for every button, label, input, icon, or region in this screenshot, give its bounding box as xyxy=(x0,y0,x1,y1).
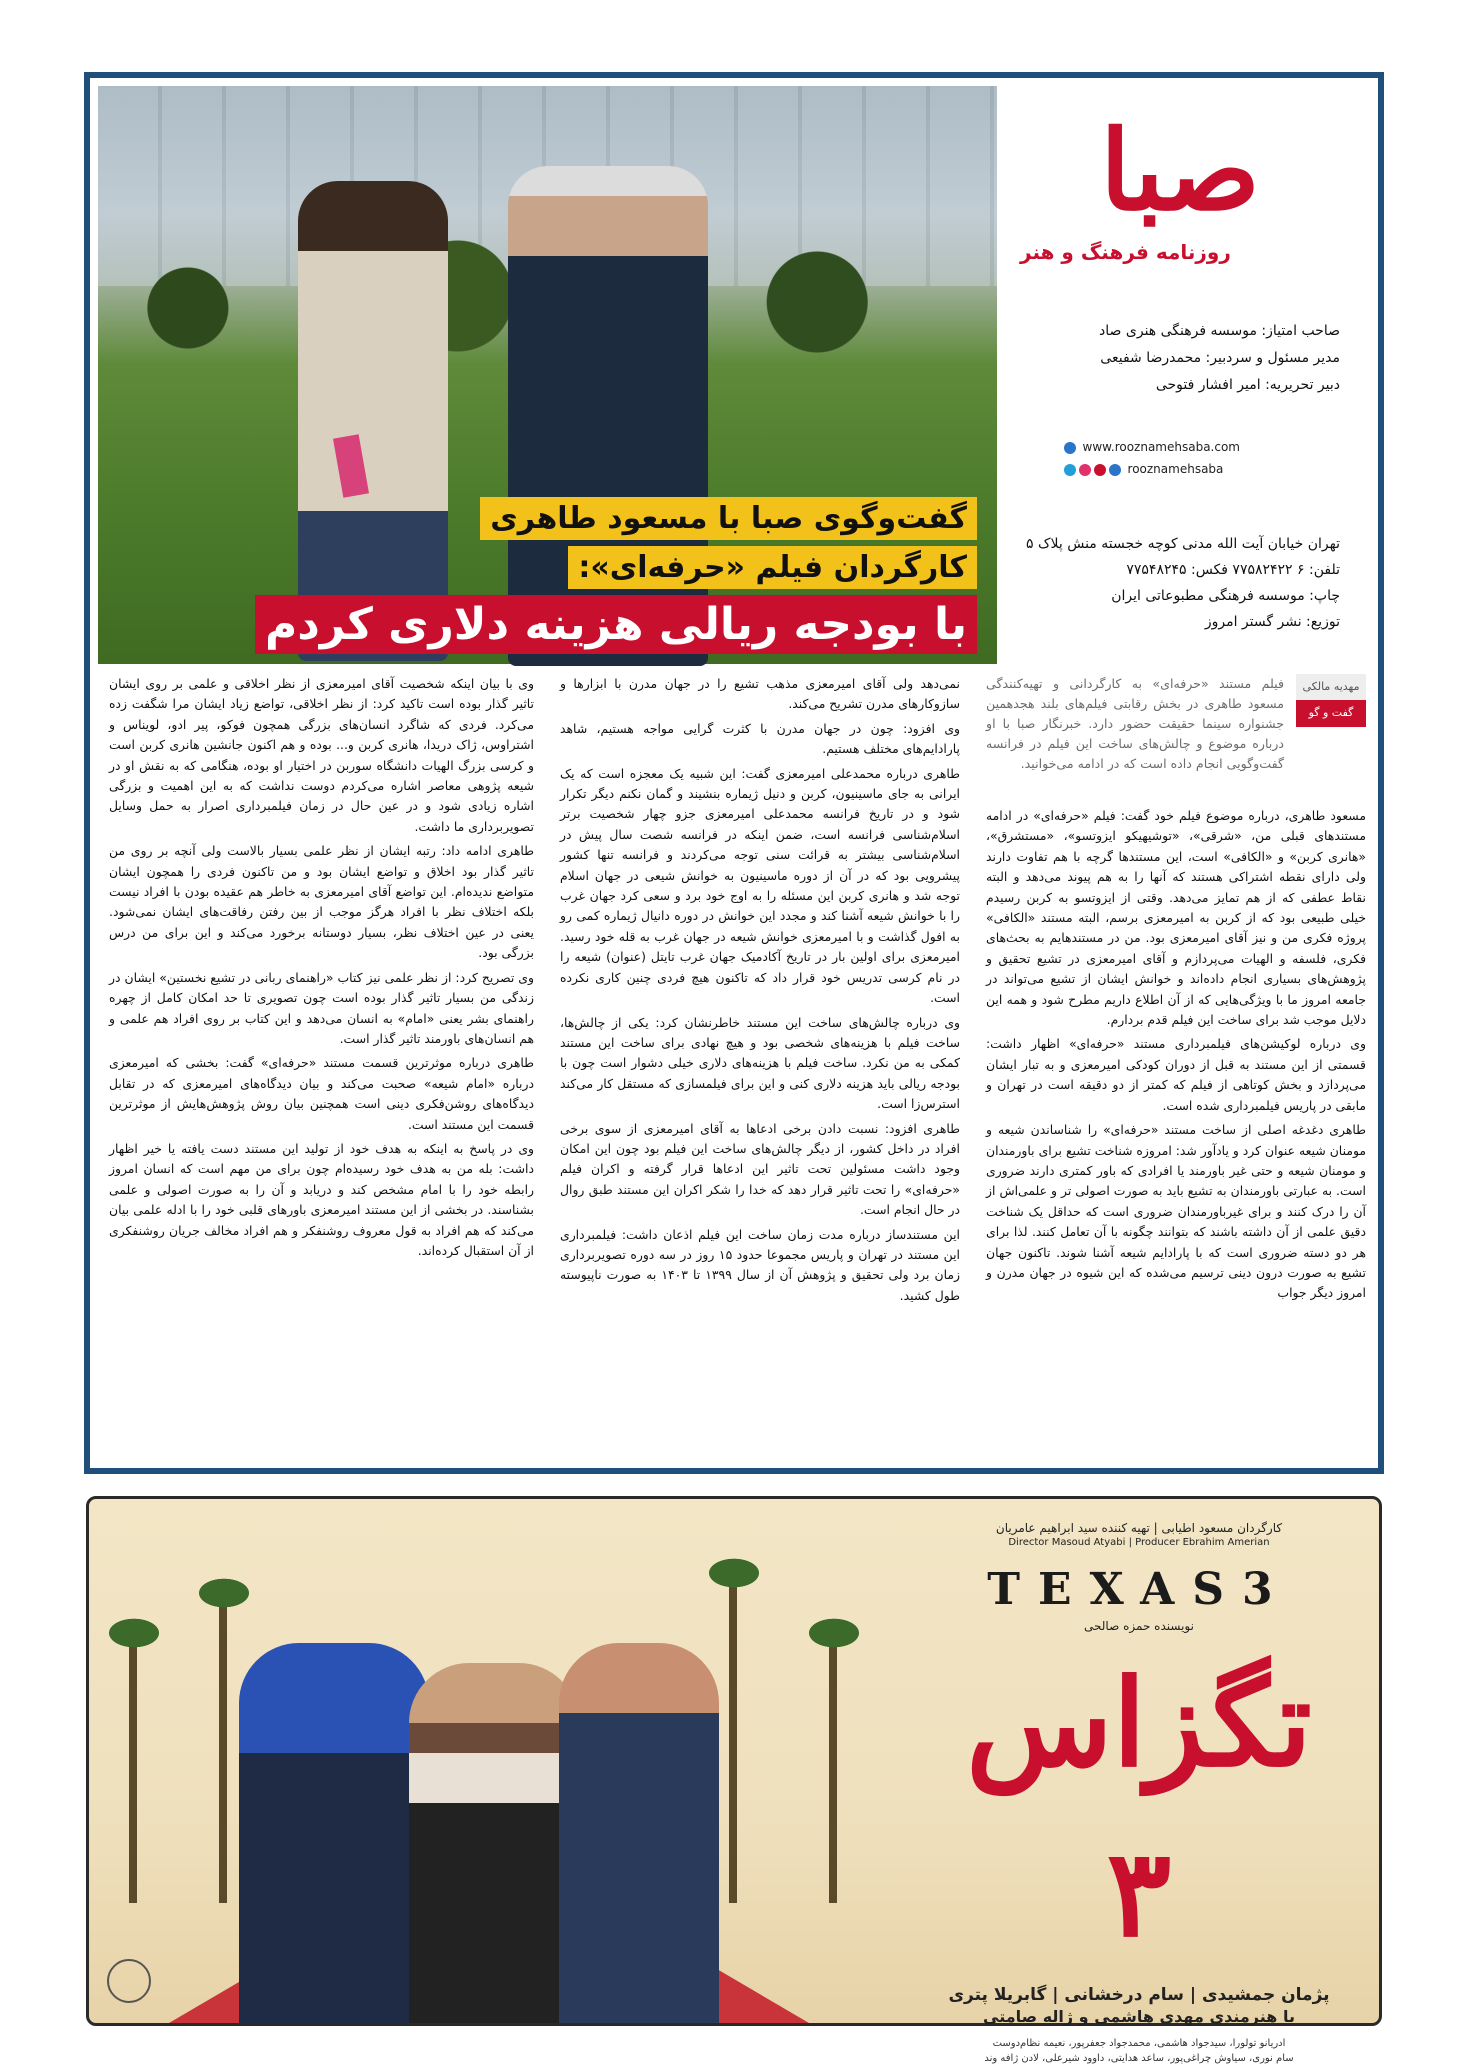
author-name: مهدیه مالکی xyxy=(1296,674,1366,700)
social-handle[interactable]: rooznamehsaba xyxy=(1127,462,1224,476)
writer-credit: نویسنده حمزه صالحی xyxy=(1084,1619,1194,1633)
logo-wordmark: صبا xyxy=(1099,106,1261,235)
paragraph: این مستندساز درباره مدت زمان ساخت این فیلم اذعان داشت: فیلمبرداری این مستند در تهران و پاریس مجموعا حدود ۱۵ روز در سه دوره تصویربرداری زمان برد ولی تحقیق و پژوهش آن از سال ۱۳۹۹ تا ۱۴۰۳ به صورت ناپیوسته طول کشید. xyxy=(560,1226,960,1303)
headline-line-2: کارگردان فیلم «حرفه‌ای»: xyxy=(568,546,977,589)
palm-tree xyxy=(219,1603,227,1903)
paragraph: وی تصریح کرد: از نظر علمی نیز کتاب «راهنمای ربانی در تشیع نخستین» ایشان در زندگی من بسیار تاثیر گذار بوده است چون تصویری تا حد امکان کامل از چهره راهنمای بشر یعنی «امام» به انسان می‌دهد و این کتاب بر روی افراد هم علمی و هم انسان‌های باورمند تاثیر گذار است. xyxy=(109,969,534,1046)
byline xyxy=(1296,674,1366,727)
paragraph: وی افزود: چون در جهان مدرن با کثرت گرایی مواجه هستیم، شاهد پارادایم‌های مختلف هستیم. xyxy=(560,720,960,757)
youtube-icon xyxy=(1094,464,1106,476)
logo-subtitle: روزنامه فرهنگ و هنر xyxy=(1020,240,1231,264)
crew-line: ادریانو تولورا، سیدجواد هاشمی، محمدجواد جعفرپور، نعیمه نظام‌دوست xyxy=(992,2038,1286,2049)
phone-line: تلفن: ۶ ۷۷۵۸۲۴۲۲ فکس: ۷۷۵۴۸۲۴۵ xyxy=(1126,562,1340,578)
movie-advertisement[interactable] xyxy=(86,1496,1382,2064)
editor-line: مدیر مسئول و سردبیر: محمدرضا شفیعی xyxy=(1100,350,1340,366)
section-tag: گفت و گو xyxy=(1296,700,1366,726)
paragraph: مسعود طاهری، درباره موضوع فیلم خود گفت: فیلم «حرفه‌ای» در ادامه مستندهای قبلی من، «شرقی»، «توشیهیکو ایزوتسو»، «مستشرق»، «هانری کربن» و «الکافی» است، این مستندها گرچه با هم تفاوت دارند ولی دارای نقطه اشتراکی هستند که آنها را به هم پیوند می‌دهد و البته نقاط عطفی که از هم تمایز می‌دهد. وقتی از ایزوتسو به کربن رسیدم خیلی طبیعی بود که از کربن به امیرمعزی برسم، البته مستند «الکافی» پروژه فکری من و نیز آقای امیرمعزی بود. من در مستندهایم به بحث‌های فکری، فلسفه و الهیات می‌پردازم و آقای امیرمعزی در تشیع تحقیق و پژوهش‌های بسیاری انجام داده‌اند و خوانش ایشان از تشیع می‌تواند در جامعه امروز ما با ویژگی‌هایی که از آن اطلاع داریم مطرح شود و همه این دلایل موجب شد برای ساخت این فیلم قدم بردارم. xyxy=(986,808,1366,1028)
paragraph: طاهری افزود: نسبت دادن برخی ادعاها به آقای امیرمعزی از سوی برخی افراد در داخل کشور، از دیگر چالش‌های ساخت این فیلم بود چون این امکان وجود داشت مسئولین تحت تاثیر این ادعاها قرار گرفته و اکران فیلم «حرفه‌ای» را تحت تاثیر قرار دهد که خدا را شکر اکران این مستند طبق روال در حال انجام است. xyxy=(560,1120,960,1218)
column-1-body xyxy=(986,806,1366,1308)
globe-icon xyxy=(1064,442,1076,454)
telegram-icon xyxy=(1064,464,1076,476)
twitter-icon xyxy=(1109,464,1121,476)
address-line: تهران خیابان آیت الله مدنی کوچه خجسته منش پلاک ۵ xyxy=(1026,536,1340,552)
paragraph: طاهری درباره محمدعلی امیرمعزی گفت: این شبیه یک معجزه است که یک ایرانی به جای ماسینیون، کربن و دنیل ژیماره بنشیند و گمان نکنم دیگر تکرار شود و در تاریخ فرانسه محمدعلی امیرمعزی جزو چهار شخصیت برتر اسلام‌شناسی فرانسه است، ضمن اینکه در فرانسه شصت سال پیش در اسلام‌شناسی بیشتر به قرائت سنی توجه می‌کردند و فرانسه تنها کشور پیشرویی بود که در آن از دوره ماسینیون به خوانش شیعی در جهان اسلام توجه شد و هانری کربن این مسئله را به اوج خود برد و سعی کرد جهان غرب را با خوانش شیعه آشنا کند و مجدد این خوانش در دوره دانیال ژیماره کمی رو به افول گذاشت و با امیرمعزی خوانش شیعه در جهان غرب به قله خود رسید. امیرمعزی برای اولین بار در تاریخ آکادمیک جهان غرب تایتل (عنوان) شیعه را در نام کرسی تدریس خود قرار داد که تاکنون هیچ فردی چنین کاری نکرده است. xyxy=(560,765,960,1006)
instagram-icon xyxy=(1079,464,1091,476)
supporting-cast: با هنرمندی مهدی هاشمی و ژاله صامتی xyxy=(983,2007,1295,2026)
movie-title: تگزاس ۳ xyxy=(966,1653,1312,1964)
paragraph: طاهری درباره موثرترین قسمت مستند «حرفه‌ای» گفت: بخشی که امیرمعزی درباره «امام شیعه» صحبت می‌کند و بیان دیدگاه‌های امیرمعزی که در تقابل دیدگاه‌های روشن‌فکری دینی است همچنین بیان روش پژوهش‌هایش از موثرترین قسمت این مستند است. xyxy=(109,1055,534,1132)
crew-line: سام نوری، سیاوش چراغی‌پور، ساعد هدایتی، داوود شیرعلی، لادن ژافه وند xyxy=(984,2053,1294,2064)
paragraph: وی درباره چالش‌های ساخت این مستند خاطرنشان کرد: یکی از چالش‌ها، ساخت فیلم با هزینه‌های شخصی بود و هیچ نهادی برای ساخت این مستند کمکی به من نکرد. ساخت فیلم با هزینه‌های دلاری خیلی دشوار است چون با بودجه ریالی باید هزینه دلاری کنی و این برای فیلمسازی که مستقل کار می‌کند استرس‌زا است. xyxy=(560,1014,960,1112)
main-cast: پژمان جمشیدی | سام درخشانی | گابریلا پتری xyxy=(948,1985,1330,2005)
paragraph: وی درباره لوکیشن‌های فیلمبرداری مستند «حرفه‌ای» اظهار داشت: قسمتی از این مستند به قبل از دوران کودکی امیرمعزی و به تبار ایشان می‌پردازد و بخش کوتاهی از فیلم که کمتر از دو دقیقه است در تهران و مابقی در پاریس فیلمبرداری شده است. xyxy=(986,1036,1366,1113)
publisher-info xyxy=(1099,318,1340,399)
palm-tree xyxy=(729,1583,737,1903)
web-contact xyxy=(1064,436,1240,480)
distribution-line: توزیع: نشر گستر امروز xyxy=(1204,614,1340,630)
managing-editor-line: دبیر تحریریه: امیر افشار فتوحی xyxy=(1155,377,1340,393)
website-link[interactable]: www.rooznamehsaba.com xyxy=(1082,440,1240,454)
credit-english: Director Masoud Atyabi | Producer Ebrahim Amerian xyxy=(1008,1537,1270,1548)
headline-block xyxy=(255,491,977,654)
poster-text xyxy=(919,1519,1359,2066)
headline-line-1: گفت‌وگوی صبا با مسعود طاهری xyxy=(480,497,977,540)
headline-main: با بودجه ریالی هزینه دلاری کردم xyxy=(255,595,977,654)
actor-right xyxy=(559,1643,719,2023)
palm-tree xyxy=(829,1643,837,1903)
newspaper-logo xyxy=(1010,96,1350,266)
lead-paragraph: فیلم مستند «حرفه‌ای» به کارگردانی و تهیه‌کنندگی مسعود طاهری در بخش رقابتی فیلم‌های بلند هجدهمین جشنواره سینما حقیقت حضور دارد. خبرنگار صبا با او درباره موضوع و چالش‌های ساخت این فیلم در فرانسه گفت‌وگویی انجام داده است که در ادامه می‌خوانید. xyxy=(986,676,1284,771)
paragraph: نمی‌دهد ولی آقای امیرمعزی مذهب تشیع را در جهان مدرن با ابزارها و سازوکارهای مدرن تشریح می‌کند. xyxy=(560,676,960,712)
article-body xyxy=(98,674,1376,1464)
crew-list xyxy=(919,2036,1359,2066)
paragraph: وی با بیان اینکه شخصیت آقای امیرمعزی از نظر اخلاقی و علمی بر روی ایشان تاثیر گذار بوده است تاکید کرد: از نظر اخلاقی، تواضع زیاد ایشان مرا شگفت زده می‌کرد. فردی که شاگرد انسان‌های بزرگی همچون فوکو، پیر ادو، لویناس و اشتراوس، ژاک دریدا، هانری کربن و... بوده و هم اکنون جانشین هانری کربن است و کرسی بزرگ الهیات دانشگاه سوربن در اختیار او بوده، هنگامی که به نقش او در شیعه پژوهی معاصر اشاره می‌کردم دوست نداشت که به این اهمیت و بزرگی اشاره زیادی شود و در عین حال در زمان فیلمبرداری اصرار به حمل وسایل تصویربرداری ما داشت. xyxy=(109,676,534,834)
actress xyxy=(409,1663,579,2023)
hero-photo xyxy=(98,86,997,664)
column-2 xyxy=(560,674,960,1464)
print-line: چاپ: موسسه فرهنگی مطبوعاتی ایران xyxy=(1111,588,1340,604)
address-block xyxy=(1026,531,1340,635)
actor-carrying xyxy=(239,1643,429,2023)
paragraph: طاهری ادامه داد: رتبه ایشان از نظر علمی بسیار بالاست ولی آنچه بر روی من تاثیر گذار بود اخلاق و تواضع ایشان بود و من تاکنون فردی را همچون ایشان متواضع ندیده‌ام. این تواضع آقای امیرمعزی به خاطر هم عقیده بودن با افراد نیست بلکه اختلاف نظر با افراد هرگز موجب از بین رفتن رفاقت‌های ایشان نمی‌شود. یعنی در عین اختلاف نظر، بسیار دوستانه برخورد می‌کند و این برای من درس بزرگی بود. xyxy=(109,843,534,961)
publisher-line: صاحب امتیاز: موسسه فرهنگی هنری صاد xyxy=(1099,323,1340,339)
masthead xyxy=(990,86,1370,664)
studio-logo-icon xyxy=(107,1959,151,2003)
english-title: TEXAS3 xyxy=(987,1564,1291,1615)
paragraph: وی در پاسخ به اینکه به هدف خود از تولید این مستند دست یافته یا خیر اظهار داشت: بله من به هدف خود رسیده‌ام چون برای من مهم است که انسان امروز رابطه خود را با امام مشخص کند و دریابد و آن را به صورت اصولی و علمی بشناسند. در بخشی از این مستند امیرمعزی باورهای قلبی خود را با ادله علمی بیان می‌کند که هم افراد به قول معروف روشنفکر و هم افراد مخالف جریان روشنفکری از آن استقبال کرده‌اند. xyxy=(109,1140,534,1258)
palm-tree xyxy=(129,1643,137,1903)
column-3 xyxy=(109,674,534,1464)
column-1 xyxy=(986,674,1366,1464)
paragraph: طاهری دغدغه اصلی از ساخت مستند «حرفه‌ای» را شناساندن شیعه و مومنان شیعه عنوان کرد و یادآور شد: امروزه شناخت تشیع برای باورمندان و مومنان شیعه و حتی غیر باورمند یا افرادی که باور کمتری دارند ضروری است. به عبارتی باورمندان به تشیع باید به صورت اصولی تر و علمی‌اش از آن را درک کنند و برای غیرباورمندان ضروری است که حداقل یک شناخت دقیق علمی از آن داشته باشند که بتوانند چگونه با آن تعامل کنند. لذا برای هر دو دسته ضروری است که با پارادایم شیعه آشنا شوند. تاکنون جهان تشیع به صورت درون دینی ترسیم می‌شده که این شیوه در جهان مدرن و امروز دیگر جواب xyxy=(986,1122,1366,1301)
director-producer-credit: کارگردان مسعود اطیابی | تهیه کننده سید ابراهیم عامریان xyxy=(995,1521,1283,1535)
article-frame xyxy=(84,72,1384,1474)
